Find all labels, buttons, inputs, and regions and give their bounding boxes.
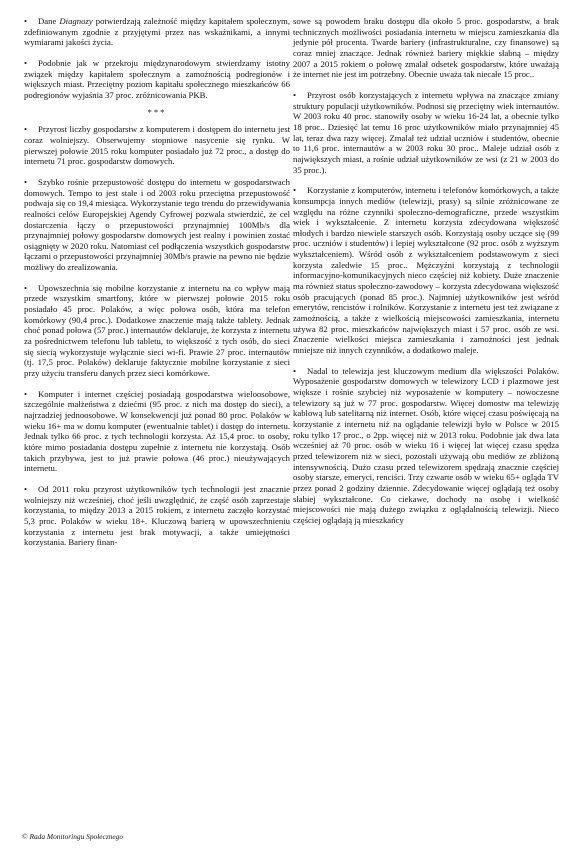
bullet-marker: • — [24, 483, 28, 494]
paragraph-struktura-uzytkownikow: • Przyrost osób korzystających z internetu wpływa na znaczące zmiany struktury populacji użytkowników. Podnosi się przeciętny wiek internautów. W 2003 roku 40 proc. stanowiły osoby w wieku 16-24 lat, a obecnie tylko 18 proc.. Dziesięć lat temu 16 proc użytkowników miało przynajmniej 45 lat, teraz dwa razy więcej. Zmalał też udział uczniów i studentów, obecnie to 11,6 proc. internautów a w 2003 roku 30 proc.. Maleje udział osób z największych miast, a rośnie udział użytkowników ze wsi (z 21 w 2003 do 35 proc.). — [293, 89, 559, 175]
bullet-marker: • — [24, 176, 28, 187]
bullet-marker: • — [24, 57, 28, 68]
bullet-marker: • — [24, 388, 28, 399]
paragraph-continuation: sowe są powodem braku dostępu dla około 5 proc. gospodarstw, a brak technicznych możliwości posiadania internetu w miejscu zamieszkania dla jedynie pół procenta. Twarde bariery (infrastrukturalne, czy finansowe) są coraz mniej znaczące. Jednak również bariery miękkie słabną – między 2007 a 2015 rokiem o połowę zmalał odsetek gospodarstw, które uważają że internet nie jest im potrzebny. Obecnie uważa tak niecałe 15 proc.. — [293, 16, 559, 80]
paragraph-telewizja: • Nadal to telewizja jest kluczowym medium dla większości Polaków. Wyposażenie gospodarstw domowych w telewizory LCD i plazmowe jest większe i rośnie szybciej niż wyposażenie w komputery – nowoczesne telewizory są już w 77 proc. gospodarstw. Więcej domostw ma telewizję kablową lub satelitarną niż internet. Osób, które więcej czasu poświęcają na korzystanie z internetu niż na oglądanie telewizji było w Polsce w 2015 roku tylko 17 proc., o 2pp. więcej niż w 2013 roku. Podobnie jak dwa lata wcześniej aż 70 proc. osób w wieku 16 i więcej lat więcej czasu spędza przed telewizorem niż w sieci, pozostali używają obu mediów ze zbliżoną intensywnością. Dużo czasu przed telewizorem spędzają znacznie częściej osoby starsze, emeryci, renciści. Trzy czwarte osób w wieku 65+ ogląda TV przez ponad 2 godziny dziennie. Zdecydowanie więcej oglądają też osoby słabiej wykształcone. Co ciekawe, dochody na osobę i wielkość miejscowości nie mają dużego związku z oglądalnością telewizji. Nieco częściej oglądają ją mieszkańcy — [293, 365, 559, 525]
paragraph-zroznicowanie: • Korzystanie z komputerów, internetu i telefonów komórkowych, a także konsumpcja innych mediów (telewizji, prasy) są silnie zróżnicowane ze względu na różne czynniki społeczno-demograficzne, przede wszystkim wiek i wykształcenie. Z internetu korzysta zdecydowana większość młodych i bardzo niewiele starszych osób. Korzystają osoby uczące się (99 proc. uczniów i studentów) i lepiej wykształcone (92 proc. osób z wyższym wykształceniem). Wśród osób z wykształceniem podstawowym z sieci korzysta zaledwie 15 proc.. Mężczyźni korzystają z technologii informacyjno-komunikacyjnych nieco częściej niż kobiety. Duże znaczenie ma również status społeczno-zawodowy – korzysta zdecydowana większość osób pracujących (ponad 85 proc.). Najmniej użytkowników jest wśród emerytów, rencistów i rolników. Korzystanie z internetu jest też związane z zamożnością, a także z wielkością miejscowości zamieszkania, internetu używa 82 proc. mieszkańców największych miast i 57 proc. osób ze wsi. Znaczenie wielkości miejsca zamieszkania i zamożności jest jednak mniejsze niż innych czynników, a dodatkowo maleje. — [293, 185, 559, 356]
bullet-marker: • — [293, 89, 297, 100]
right-column — [293, 16, 559, 536]
bullet-marker: • — [24, 282, 28, 293]
left-column — [24, 16, 290, 558]
paragraph-mobilne: • Upowszechnia się mobilne korzystanie z internetu na co wpływ mają przede wszystkim smartfony, które w pierwszej połowie 2015 roku posiadało 45 proc. Polaków, a więc połowa osób, która ma telefon komórkowy (90,4 proc.). Dodatkowe znaczenie mają także tablety. Jednak choć ponad połowa (57 proc.) internautów deklaruje, że korzysta z internetu za pośrednictwem telefonu lub tabletu, to większość z tych osób, do sieci się siecią wykorzystuje wyłącznie sieci wi-fi. Prawie 27 proc. internautów (tj. 17,5 proc. Polaków) deklaruje faktycznie mobilne korzystanie z sieci przy użyciu transferu danych przez sieci komórkowe. — [24, 282, 290, 379]
paragraph-przepustowosc: • Szybko rośnie przepustowość dostępu do internetu w gospodarstwach domowych. Tempo to jest stałe i od 2003 roku przeciętna przepustowość podwaja się co 19,4 miesiąca. Wykorzystanie tego trendu do przewidywania realności celów Europejskiej Agendy Cyfrowej pozwala stwierdzić, że cel dostarczenia łączy o przepustowości przynajmniej 100Mb/s dla przynajmniej połowy gospodarstw domowych jest realny i powinien zostać osiągnięty w 2020 roku. Natomiast cel podłączenia wszystkich gospodarstw łączami o przepustowości przynajmniej 30Mb/s prawie na pewno nie będzie możliwy do zrealizowania. — [24, 176, 290, 273]
bullet-marker: • — [293, 365, 297, 376]
bullet-marker: • — [24, 16, 28, 26]
paragraph-komputer-internet: • Przyrost liczby gospodarstw z komputerem i dostępem do internetu jest coraz wolniejszy. Obserwujemy stopniowe nasycenie się rynku. W pierwszej połowie 2015 roku komputer posiadało już 72 proc., a dostęp do internetu 71 proc. gospodarstw domowych. — [24, 124, 290, 167]
section-separator: *** — [147, 106, 167, 117]
paragraph-kapital: • Podobnie jak w przekroju międzynarodowym stwierdzamy istotny związek między kapitałem społecznym a zamożnością podregionów i większych miast. Przeciętny poziom kapitału społecznego mieszkańców 66 podregionów wyjaśnia 37 proc. zróżnicowania PKB. — [24, 57, 290, 100]
paragraph-diagnoza: • Dane Diagnozy potwierdzają zależność między kapitałem społecznym, zdefiniowanym zgodnie z przyjętymi przez nas wskaźnikami, a innymi wymiarami jakości życia. — [24, 16, 290, 48]
bullet-marker: • — [293, 185, 297, 196]
paragraph-przyrost-2011: • Od 2011 roku przyrost użytkowników tych technologii jest znacznie wolniejszy niż wcześniej, choć jeśli uwzględnić, że część osób zaprzestaje korzystania, to między 2013 a 2015 rokiem, z internetu zaczęło korzystać 5,3 proc. Polaków w wieku 18+. Kluczową barierą w upowszechnieniu korzystania z internetu jest brak motywacji, a także umiejętności korzystania. Bariery finan- — [24, 483, 290, 548]
diagnoza-title: Diagnozy — [59, 16, 93, 26]
paragraph-gospodarstwa: • Komputer i internet częściej posiadają gospodarstwa wieloosobowe, szczególnie małżeństwa z dziećmi (95 proc. z nich ma dostęp do sieci), a najrzadziej jednoosobowe. W konsekwencji już ponad 80 proc. Polaków w wieku 16+ ma w domu komputer (ewentualnie tablet) i dostęp do internetu. Jednak tylko 66 proc. z tych technologii korzysta. Aż 15,4 proc. to osoby, które mimo posiadania dostępu zupełnie z internetu nie korzystają. Osób takich przybywa, jest to już prawie połowa (46 proc.) nieużywających internetu. — [24, 388, 290, 474]
page-footer: © Rada Monitoringu Społecznego — [22, 832, 124, 841]
bullet-marker: • — [24, 124, 28, 135]
